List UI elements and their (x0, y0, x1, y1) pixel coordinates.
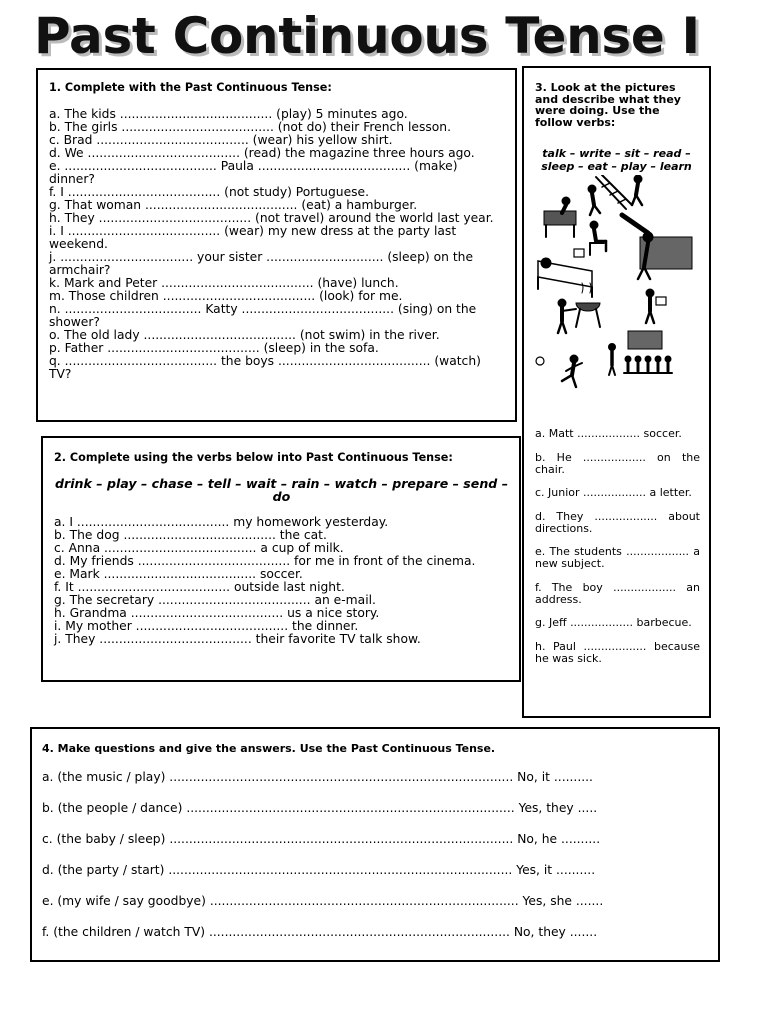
exercise-3-item: e. The students .................. a new subject. (535, 545, 700, 570)
exercise-4-item: b. (the people / dance) .................................................................................... Yes, they ..... (42, 801, 598, 815)
exercise-1-item: a. The kids ....................................... (play) 5 minutes ago. (49, 107, 408, 121)
exercise-4-heading: 4. Make questions and give the answers. Use the Past Continuous Tense. (42, 742, 496, 755)
exercise-1-item: c. Brad ....................................... (wear) his yellow shirt. (49, 133, 393, 147)
exercise-4-item: a. (the music / play) ........................................................................................ No, it .......... (42, 770, 593, 784)
exercise-4-item: c. (the baby / sleep) ........................................................................................ No, he .......... (42, 832, 601, 846)
exercise-2-item: c. Anna ....................................... a cup of milk. (54, 541, 344, 555)
exercise-4-item: d. (the party / start) ........................................................................................ Yes, it .......... (42, 863, 596, 877)
exercise-1-item: d. We ....................................... (read) the magazine three hours ago. (49, 146, 475, 160)
exercise-2-item: e. Mark ....................................... soccer. (54, 567, 303, 581)
exercise-1-item: e. ....................................... Paula ....................................... (make) dinner? (49, 159, 458, 186)
exercise-4-item: e. (my wife / say goodbye) ............................................................................... Yes, she ....... (42, 894, 604, 908)
talking-kids-picture (588, 175, 642, 215)
exercise-1-item: n. ................................... Katty ....................................... (sing) on the shower? (49, 302, 477, 329)
exercise-2-item: a. I ....................................... my homework yesterday. (54, 515, 389, 529)
tv-watching-picture (622, 215, 692, 279)
exercise-2-heading: 2. Complete using the verbs below into Past Continuous Tense: (54, 451, 453, 464)
exercise-1-item: m. Those children ....................................... (look) for me. (49, 289, 403, 303)
exercise-3-box (522, 66, 711, 718)
reading-person-picture (646, 289, 666, 323)
exercise-1-item: g. That woman ....................................... (eat) a hamburger. (49, 198, 418, 212)
exercise-2-item: d. My friends ....................................... for me in front of the cinema. (54, 554, 476, 568)
exercise-1-item: h. They ....................................... (not travel) around the world last year. (49, 211, 494, 225)
exercise-2-verb-list: drink – play – chase – tell – wait – rain – watch – prepare – send – do (55, 476, 508, 504)
exercise-3-heading: 3. Look at the pictures and describe what they were doing. Use the follow verbs: (535, 81, 681, 129)
sick-boy-in-bed-picture (538, 249, 592, 297)
exercise-3-item: a. Matt .................. soccer. (535, 427, 682, 440)
exercise-3-item: h. Paul .................. because he was sick. (535, 639, 700, 665)
exercise-3-item: d. They .................. about directions. (535, 509, 700, 535)
barbecue-picture (558, 283, 600, 333)
exercise-2-item: j. They ....................................... their favorite TV talk show. (54, 632, 421, 646)
exercise-2-item: f. It ....................................... outside last night. (54, 580, 345, 594)
exercise-4-item: f. (the children / watch TV) ............................................................................. No, they ....... (42, 925, 598, 939)
exercise-1-item: j. .................................. your sister .............................. (sleep) on the armchair? (49, 250, 474, 277)
exercise-2-item: b. The dog ....................................... the cat. (54, 528, 327, 542)
exercise-3-item: f. The boy .................. an address. (535, 580, 700, 606)
exercise-1-item: i. I ....................................... (wear) my new dress at the party last weekend. (49, 224, 457, 251)
exercise-1-item: b. The girls ....................................... (not do) their French lesson. (49, 120, 452, 134)
page-title: Past Continuous Tense I (34, 7, 700, 65)
exercise-1-item: o. The old lady ....................................... (not swim) in the river. (49, 328, 440, 342)
exercise-3-verb-list: talk – write – sit – read – sleep – eat – play – learn (541, 147, 692, 173)
exercise-1-heading: 1. Complete with the Past Continuous Tense: (49, 81, 332, 94)
exercise-2-box (41, 436, 521, 682)
writing-boy-picture (544, 197, 576, 237)
exercise-4-box (30, 727, 720, 962)
soccer-boy-picture (536, 355, 582, 387)
exercise-3-item: b. He .................. on the chair. (535, 450, 700, 476)
exercise-3-answers (535, 428, 700, 676)
exercise-2-item: h. Grandma ....................................... us a nice story. (54, 606, 380, 620)
exercise-1-item: f. I ....................................... (not study) Portuguese. (49, 185, 370, 199)
exercise-3-item: g. Jeff .................. barbecue. (535, 616, 692, 629)
exercise-1-item: k. Mark and Peter ....................................... (have) lunch. (49, 276, 399, 290)
activity-pictures (532, 175, 697, 401)
exercise-2-item: g. The secretary ....................................... an e-mail. (54, 593, 376, 607)
exercise-1-item: p. Father ....................................... (sleep) in the sofa. (49, 341, 379, 355)
exercise-3-item: c. Junior .................. a letter. (535, 486, 692, 499)
exercise-1-item: q. ....................................... the boys ....................................... (watch) TV? (49, 354, 481, 381)
classroom-picture (609, 331, 673, 375)
exercise-1-box (36, 68, 517, 422)
exercise-2-item: i. My mother ....................................... the dinner. (54, 619, 359, 633)
sitting-person-picture (590, 221, 606, 255)
